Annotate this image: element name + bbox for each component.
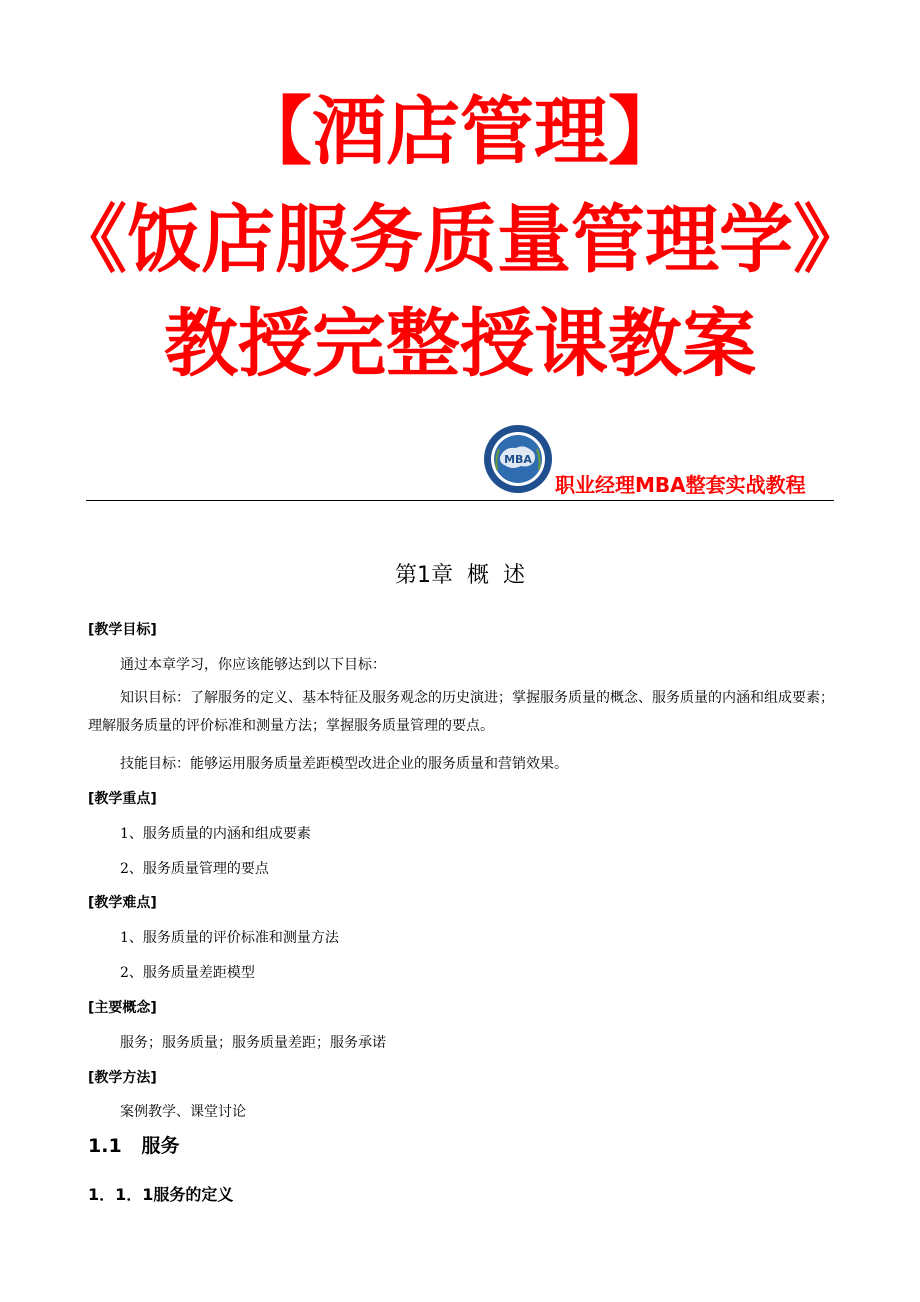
concepts-text: 服务；服务质量；服务质量差距；服务承诺: [120, 1035, 386, 1051]
difficulty-item: 1、服务质量的评价标准和测量方法: [120, 930, 339, 946]
methods-text: 案例教学、课堂讨论: [120, 1104, 246, 1120]
key-point-item: 1、服务质量的内涵和组成要素: [120, 826, 311, 842]
objectives-skill: 技能目标：能够运用服务质量差距模型改进企业的服务质量和营销效果。: [120, 756, 568, 772]
document-title-line-3: 教授完整授课教案: [164, 301, 756, 387]
mba-logo: [483, 424, 553, 494]
concepts-label: [主要概念]: [88, 1000, 157, 1016]
objectives-knowledge: 知识目标：了解服务的定义、基本特征及服务观念的历史演进；掌握服务质量的概念、服务质量的内涵和组成要素；理解服务质量的评价标准和测量方法；掌握服务质量管理的要点。: [88, 690, 834, 734]
chapter-heading: 第1章 概 述: [395, 563, 525, 588]
objectives-intro: 通过本章学习，你应该能够达到以下目标：: [120, 657, 386, 673]
document-title-line-2: 《饭店服务质量管理学》: [53, 197, 867, 283]
document-title-line-1: 【酒店管理】: [238, 89, 682, 175]
key-point-item: 2、服务质量管理的要点: [120, 861, 269, 877]
header-divider: [86, 500, 834, 501]
objectives-label: [教学目标]: [88, 622, 157, 638]
brand-name: 职业经理MBA整套实战教程: [555, 473, 806, 497]
subsection-heading-1-1-1: 1．1．1服务的定义: [88, 1185, 234, 1204]
difficulties-label: [教学难点]: [88, 895, 157, 911]
section-heading-1-1: 1.1 服务: [88, 1135, 180, 1157]
methods-label: [教学方法]: [88, 1070, 157, 1086]
difficulty-item: 2、服务质量差距模型: [120, 965, 255, 981]
logo-mba-text: MBA: [504, 453, 532, 466]
key-points-label: [教学重点]: [88, 791, 157, 807]
